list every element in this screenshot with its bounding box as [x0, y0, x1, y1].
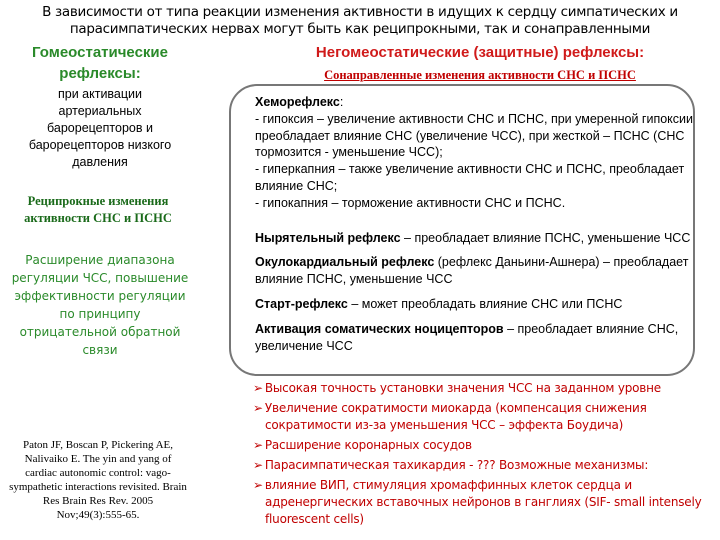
reflex-name: Окулокардиальный рефлекс — [255, 255, 435, 270]
reflex-name: Старт-рефлекс — [255, 296, 348, 311]
reflex-text: : - гипоксия – увеличение активности СНС и ПСНС, при умеренной гипоксии преобладает влияние СНС (увеличение ЧСС), при жесткой – ПСНС (СНС тормозится - уменьшение ЧСС); - гиперкапния – также увеличение активности СНС и ПСНС, преобладает влияние СНС; - гипокапния – торможение активности СНС и ПСНС. — [255, 95, 693, 210]
list-item-text: Высокая точность установки значения ЧСС на заданном уровне — [264, 381, 661, 395]
arrow-bullet-icon: ➢ — [253, 438, 263, 452]
arrow-bullet-icon: ➢ — [253, 381, 263, 395]
reciprocal-heading: Реципрокные изменения активности СНС и ПСНС — [24, 194, 172, 225]
codirectional-heading: Сонаправленные изменения активности СНС и ПСНС — [324, 68, 636, 82]
arrow-bullet-icon: ➢ — [253, 478, 263, 492]
range-text: Расширение диапазона регуляции ЧСС, повышение эффективности регуляции по принципу отрицательной обратной связи — [11, 253, 189, 357]
arrow-bullet-icon: ➢ — [253, 458, 263, 472]
baroreceptor-text: при активации артериальных барорецепторов и барорецепторов низкого давления — [28, 87, 172, 169]
list-item-text: Расширение коронарных сосудов — [264, 438, 472, 452]
nonhomeostatic-title: Негомеостатические (защитные) рефлексы: — [315, 44, 645, 61]
reflex-name: Активация соматических ноцицепторов — [255, 321, 504, 336]
intro-text: В зависимости от типа реакции изменения активности в идущих к сердцу симпатических и парасимпатических нервах могут быть как реципрокными, так и сонаправленными — [42, 4, 678, 37]
reflex-item — [255, 230, 695, 247]
reflex-name: Хеморефлекс — [255, 95, 340, 109]
list-item — [253, 437, 718, 454]
reflex-text: – преобладает влияние ПСНС, уменьшение ЧСС — [400, 230, 691, 245]
reflex-item — [255, 296, 695, 313]
list-item-text: влияние ВИП, стимуляция хромаффинных клеток сердца и адренергических вставочных нейронов в ганглиях (SIF- small intensely fluorescent cells) — [264, 478, 702, 526]
citation: Paton JF, Boscan P, Pickering AE, Nalivaiko E. The yin and yang of cardiac autonomic control: vago-sympathetic interactions revisited. Brain Res Brain Res Rev. 2005 Nov;49(3):555-65. — [9, 439, 187, 521]
list-item-text: Увеличение сократимости миокарда (компенсация снижения сократимости из-за уменьшения ЧСС – эффекта Боудича) — [264, 401, 647, 432]
effects-list — [253, 380, 718, 531]
list-item — [253, 400, 718, 434]
list-item — [253, 457, 718, 474]
reflex-item — [255, 321, 695, 355]
reflex-text: – преобладает влияние СНС, увеличение ЧСС — [255, 321, 679, 353]
reflex-list — [255, 94, 695, 362]
reflex-text: – может преобладать влияние СНС или ПСНС — [347, 296, 623, 311]
homeostatic-title: Гомеостатические рефлексы: — [32, 44, 168, 82]
reflex-item — [255, 94, 695, 212]
list-item — [253, 477, 718, 528]
reflex-text: (рефлекс Даньини-Ашнера) – преобладает влияние ПСНС, уменьшение ЧСС — [255, 255, 689, 287]
reflex-name: Нырятельный рефлекс — [255, 230, 401, 245]
list-item — [253, 380, 718, 397]
list-item-text: Парасимпатическая тахикардия - ??? Возможные механизмы: — [264, 458, 649, 472]
reflex-item — [255, 254, 695, 288]
arrow-bullet-icon: ➢ — [253, 401, 263, 415]
